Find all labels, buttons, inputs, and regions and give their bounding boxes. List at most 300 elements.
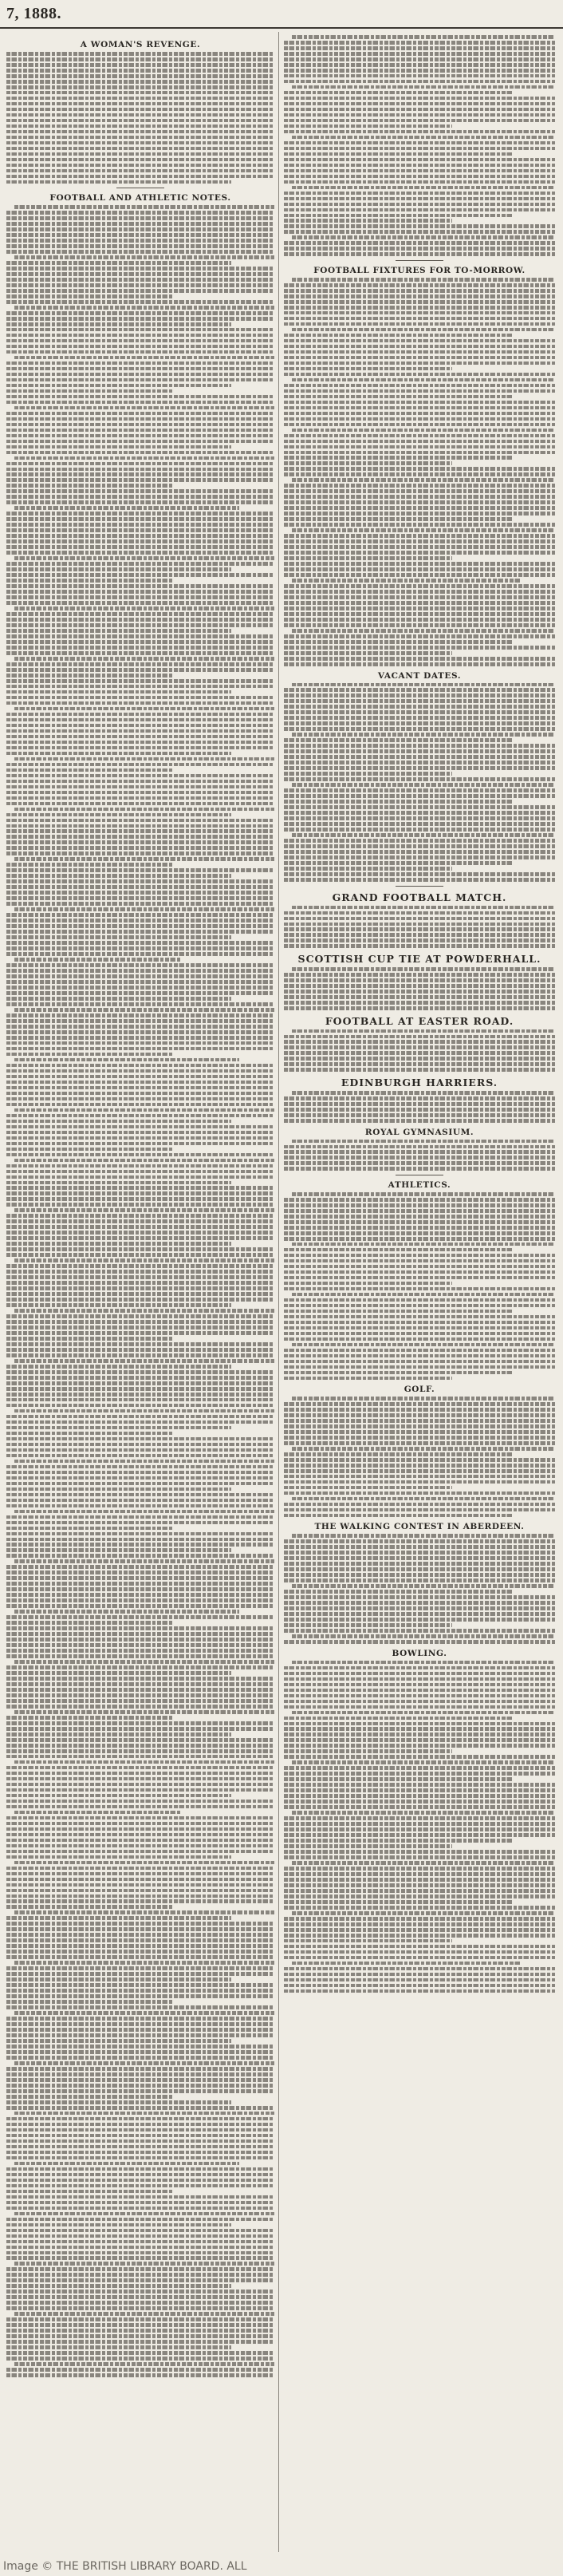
text-line xyxy=(284,1436,555,1440)
text-line xyxy=(6,2000,172,2004)
text-line xyxy=(284,1833,555,1837)
text-line xyxy=(14,1409,274,1413)
text-line xyxy=(6,2022,274,2026)
text-line xyxy=(6,1036,274,1040)
text-line xyxy=(6,1069,274,1073)
text-line xyxy=(284,1805,555,1809)
text-line xyxy=(292,1760,555,1764)
text-line xyxy=(14,556,274,560)
text-line xyxy=(284,164,555,168)
text-line xyxy=(6,1164,274,1168)
text-line xyxy=(6,562,274,566)
text-line xyxy=(284,1337,555,1341)
text-line xyxy=(6,2329,274,2333)
text-line xyxy=(6,2156,274,2160)
text-line xyxy=(6,339,274,343)
text-line xyxy=(6,1543,274,1547)
text-line xyxy=(6,1203,274,1207)
article-body xyxy=(6,52,274,184)
text-line xyxy=(292,235,555,239)
text-line xyxy=(284,1839,512,1843)
text-line xyxy=(284,523,555,527)
text-line xyxy=(284,938,555,942)
text-line xyxy=(6,1047,274,1051)
text-line xyxy=(6,1214,274,1218)
text-line xyxy=(6,1966,274,1970)
text-line xyxy=(284,1822,555,1826)
text-line xyxy=(6,311,274,315)
text-line xyxy=(6,579,172,583)
text-line xyxy=(284,1377,452,1381)
text-line xyxy=(6,1783,274,1787)
text-line xyxy=(284,1722,555,1726)
text-line xyxy=(6,1142,274,1146)
text-line xyxy=(6,1013,274,1017)
text-line xyxy=(6,2284,231,2288)
text-line xyxy=(6,1643,274,1647)
text-line xyxy=(284,367,452,371)
text-line xyxy=(284,651,452,655)
text-line xyxy=(6,2240,274,2244)
text-line xyxy=(6,1521,274,1525)
text-line xyxy=(6,902,274,906)
text-line xyxy=(6,941,274,945)
text-line xyxy=(292,1343,555,1347)
text-line xyxy=(284,567,555,571)
text-line xyxy=(284,362,555,365)
text-line xyxy=(284,1006,555,1010)
text-line xyxy=(6,1744,274,1748)
text-line xyxy=(6,1120,231,1124)
text-line xyxy=(6,1671,231,1675)
advert-body xyxy=(284,967,555,1009)
text-line xyxy=(6,1432,172,1436)
text-line xyxy=(6,2072,274,2076)
text-line xyxy=(6,1677,274,1681)
text-line xyxy=(6,1916,231,1920)
text-line xyxy=(6,785,274,789)
article-body xyxy=(284,1397,555,1517)
text-line xyxy=(284,688,555,692)
text-line xyxy=(6,1426,231,1430)
text-line xyxy=(6,1286,274,1290)
section-heading: VACANT DATES. xyxy=(377,670,462,681)
text-line xyxy=(284,208,555,212)
text-line xyxy=(6,2039,231,2043)
text-line xyxy=(284,1254,555,1258)
text-line xyxy=(6,2167,274,2171)
text-line xyxy=(6,819,274,823)
text-line xyxy=(284,294,555,298)
section-heading: FOOTBALL FIXTURES FOR TO-MORROW. xyxy=(313,265,526,275)
text-line xyxy=(284,203,555,207)
text-line xyxy=(6,289,274,293)
text-line xyxy=(284,1772,555,1776)
text-line xyxy=(284,1956,555,1960)
text-line xyxy=(6,434,274,438)
text-line xyxy=(6,991,274,995)
text-line xyxy=(292,528,555,532)
text-line xyxy=(6,445,231,449)
text-line xyxy=(284,1315,555,1319)
text-line xyxy=(6,2190,172,2194)
text-line xyxy=(6,2117,274,2121)
text-line xyxy=(292,1661,555,1665)
text-line xyxy=(284,1452,512,1456)
text-line xyxy=(284,1800,555,1804)
text-line xyxy=(284,317,555,321)
text-line xyxy=(6,1621,172,1625)
text-line xyxy=(14,707,274,711)
text-line xyxy=(6,840,274,844)
section-heading: SCOTTISH CUP TIE AT POWDERHALL. xyxy=(297,953,541,966)
text-line xyxy=(6,1515,274,1519)
text-line xyxy=(6,946,274,950)
text-line xyxy=(284,1113,555,1117)
text-line xyxy=(6,1499,274,1503)
text-line xyxy=(284,1945,555,1949)
text-line xyxy=(6,1131,274,1135)
text-line xyxy=(292,186,555,190)
text-line xyxy=(284,214,512,218)
text-line xyxy=(284,727,555,731)
text-line xyxy=(284,1215,555,1219)
text-line xyxy=(6,1030,274,1034)
text-line xyxy=(284,130,555,134)
text-line xyxy=(14,2312,274,2316)
text-line xyxy=(6,1615,274,1619)
text-line xyxy=(284,1827,555,1831)
text-line xyxy=(14,306,274,310)
text-line xyxy=(284,878,555,882)
text-line xyxy=(6,2340,274,2344)
text-line xyxy=(6,2033,274,2037)
text-line xyxy=(6,1632,274,1636)
text-line xyxy=(284,1878,555,1882)
text-line xyxy=(284,1672,555,1676)
text-line xyxy=(284,1360,555,1364)
section-heading: ROYAL GYMNASIUM. xyxy=(364,1127,474,1137)
text-line xyxy=(14,2212,274,2216)
text-line xyxy=(284,755,555,759)
text-line xyxy=(284,373,555,377)
text-line xyxy=(6,1103,274,1107)
text-line xyxy=(284,230,555,234)
text-line xyxy=(284,1894,555,1898)
text-line xyxy=(6,1833,274,1837)
text-line xyxy=(284,1259,555,1263)
text-line xyxy=(292,1140,555,1144)
text-line xyxy=(6,1153,274,1157)
text-line xyxy=(6,768,172,772)
text-line xyxy=(6,1236,274,1240)
text-line xyxy=(6,1197,274,1201)
text-line xyxy=(6,1839,274,1843)
text-line xyxy=(6,791,274,795)
text-line xyxy=(284,1354,555,1358)
text-line xyxy=(284,412,555,416)
text-line xyxy=(284,1556,555,1560)
text-line xyxy=(6,1370,274,1374)
text-line xyxy=(6,1749,274,1753)
text-line xyxy=(6,1805,274,1809)
text-line xyxy=(6,1582,274,1586)
text-line xyxy=(6,2050,274,2054)
text-line xyxy=(284,1612,555,1616)
text-line xyxy=(6,713,274,717)
text-line xyxy=(284,102,555,106)
text-line xyxy=(6,489,274,493)
text-line xyxy=(6,567,231,571)
text-line xyxy=(14,2362,274,2366)
text-line xyxy=(14,1008,274,1012)
vacant-dates-list xyxy=(284,683,555,882)
text-line xyxy=(6,2290,274,2294)
text-line xyxy=(284,1766,555,1770)
text-line xyxy=(14,2262,274,2266)
text-line xyxy=(6,879,274,883)
text-line xyxy=(284,1220,555,1224)
text-line xyxy=(284,192,555,196)
text-line xyxy=(14,255,274,259)
text-line xyxy=(284,623,555,627)
text-line xyxy=(284,1978,555,1982)
text-line xyxy=(284,1349,555,1353)
text-line xyxy=(284,1402,555,1406)
article-body xyxy=(284,1661,555,1993)
text-line xyxy=(284,1150,555,1154)
text-line xyxy=(14,456,274,460)
text-line xyxy=(14,1309,274,1313)
text-line xyxy=(6,896,274,900)
text-line xyxy=(284,634,555,638)
text-line xyxy=(284,822,555,826)
text-line xyxy=(6,2128,274,2132)
text-line xyxy=(292,328,555,332)
text-line xyxy=(6,1883,274,1887)
text-line xyxy=(6,267,274,271)
text-line xyxy=(14,958,180,962)
text-line xyxy=(284,484,555,488)
text-line xyxy=(6,1002,274,1006)
page-date: 7, 1888. xyxy=(6,5,61,22)
text-line xyxy=(6,780,274,784)
text-line xyxy=(6,573,274,577)
text-line xyxy=(284,1464,555,1468)
text-line xyxy=(284,1068,555,1072)
text-line xyxy=(6,317,274,321)
text-line xyxy=(292,35,555,39)
text-line xyxy=(284,1705,555,1709)
text-line xyxy=(284,573,555,577)
text-line xyxy=(284,517,512,521)
text-line xyxy=(6,1075,274,1079)
text-line xyxy=(6,2368,274,2372)
text-line xyxy=(6,1270,274,1274)
text-line xyxy=(284,738,512,742)
text-line xyxy=(6,829,274,833)
text-line xyxy=(284,1928,555,1932)
text-line xyxy=(6,2201,274,2205)
text-line xyxy=(292,629,555,633)
text-line xyxy=(284,500,555,504)
text-line xyxy=(292,478,555,482)
text-line xyxy=(284,911,555,915)
text-line xyxy=(292,1447,555,1451)
text-line xyxy=(284,1794,555,1798)
text-line xyxy=(6,1721,274,1725)
text-line xyxy=(284,1276,555,1280)
text-line xyxy=(6,701,274,705)
text-line xyxy=(6,1766,274,1770)
text-line xyxy=(6,584,274,588)
text-line xyxy=(6,2045,274,2049)
text-line xyxy=(6,2123,274,2127)
text-line xyxy=(6,851,274,855)
text-line xyxy=(6,1938,274,1942)
text-line xyxy=(284,1855,555,1859)
text-line xyxy=(6,1738,274,1742)
text-line xyxy=(6,1604,274,1608)
text-line xyxy=(6,2295,274,2299)
text-line xyxy=(284,1984,555,1988)
text-line xyxy=(292,1584,555,1588)
text-line xyxy=(6,919,274,923)
text-line xyxy=(6,696,274,700)
text-line xyxy=(284,1939,452,1943)
text-line xyxy=(284,1237,555,1241)
text-line xyxy=(284,662,555,666)
text-line xyxy=(284,556,452,560)
text-line xyxy=(292,906,555,910)
text-line xyxy=(292,1293,555,1297)
text-line xyxy=(6,1181,231,1185)
text-line xyxy=(6,2246,274,2250)
header-rule xyxy=(0,27,563,29)
text-line xyxy=(284,467,555,471)
text-line xyxy=(284,927,555,931)
text-line xyxy=(6,724,274,728)
text-line xyxy=(284,1732,555,1736)
text-line xyxy=(14,907,274,911)
text-line xyxy=(14,1910,274,1914)
text-line xyxy=(284,1062,555,1066)
text-line xyxy=(6,1148,172,1152)
text-line xyxy=(284,721,555,725)
text-line xyxy=(284,306,555,310)
text-line xyxy=(284,63,555,67)
text-line xyxy=(284,1491,555,1495)
text-line xyxy=(6,2207,274,2211)
advert-body xyxy=(284,1091,555,1123)
text-line xyxy=(6,601,274,605)
text-line xyxy=(6,2089,274,2093)
text-line xyxy=(6,1827,274,1831)
text-line xyxy=(284,406,555,410)
text-line xyxy=(6,2134,274,2138)
text-line xyxy=(6,974,274,978)
text-line xyxy=(284,69,555,73)
text-line xyxy=(14,1760,274,1764)
text-line xyxy=(292,579,520,583)
text-line xyxy=(284,545,555,549)
text-line xyxy=(6,362,274,365)
text-line xyxy=(284,417,555,421)
text-line xyxy=(6,590,274,594)
section-heading: FOOTBALL AT EASTER ROAD. xyxy=(325,1014,514,1027)
text-line xyxy=(6,1242,231,1246)
text-line xyxy=(6,2345,231,2349)
text-line xyxy=(6,389,172,393)
text-line xyxy=(284,124,452,128)
text-line xyxy=(6,646,274,650)
text-line xyxy=(6,1800,274,1804)
text-line xyxy=(284,1310,512,1314)
text-line xyxy=(6,345,274,349)
text-line xyxy=(6,1337,172,1341)
text-line xyxy=(6,1303,231,1307)
text-line xyxy=(14,1559,274,1563)
text-line xyxy=(14,757,274,761)
text-line xyxy=(6,952,274,956)
text-line xyxy=(6,2317,274,2321)
text-line xyxy=(6,1593,274,1597)
text-line xyxy=(6,1275,274,1279)
text-line xyxy=(6,752,231,756)
text-line xyxy=(6,1576,274,1580)
text-line xyxy=(292,1243,555,1247)
section-heading: GOLF. xyxy=(404,1385,435,1395)
text-line xyxy=(6,294,172,298)
text-line xyxy=(6,1844,274,1848)
text-line xyxy=(14,1961,274,1965)
text-line xyxy=(284,80,555,84)
text-line xyxy=(284,1606,555,1610)
text-line xyxy=(6,1649,274,1653)
text-line xyxy=(6,885,274,889)
text-line xyxy=(292,1497,555,1501)
text-line xyxy=(6,451,274,455)
text-line xyxy=(6,2351,274,2355)
text-line xyxy=(284,384,555,388)
text-line xyxy=(284,158,555,162)
text-line xyxy=(284,356,555,360)
text-line xyxy=(6,1041,274,1045)
text-line xyxy=(14,1610,239,1614)
text-line xyxy=(284,844,555,848)
text-line xyxy=(6,1482,274,1486)
text-line xyxy=(6,629,231,633)
text-line xyxy=(6,930,274,934)
text-line xyxy=(6,718,274,722)
text-line xyxy=(284,1441,555,1445)
text-line xyxy=(6,1944,274,1948)
advert-body xyxy=(284,906,555,948)
advert-body xyxy=(284,1029,555,1072)
text-line xyxy=(6,1365,231,1369)
text-line xyxy=(6,662,274,666)
text-line xyxy=(284,1744,555,1748)
text-line xyxy=(6,1476,274,1480)
text-line xyxy=(284,180,555,184)
text-line xyxy=(6,1348,274,1352)
text-line xyxy=(6,1587,274,1591)
text-line xyxy=(284,461,452,465)
text-line xyxy=(284,113,555,117)
text-line xyxy=(6,969,274,973)
text-line xyxy=(284,766,555,770)
text-line xyxy=(284,506,555,510)
